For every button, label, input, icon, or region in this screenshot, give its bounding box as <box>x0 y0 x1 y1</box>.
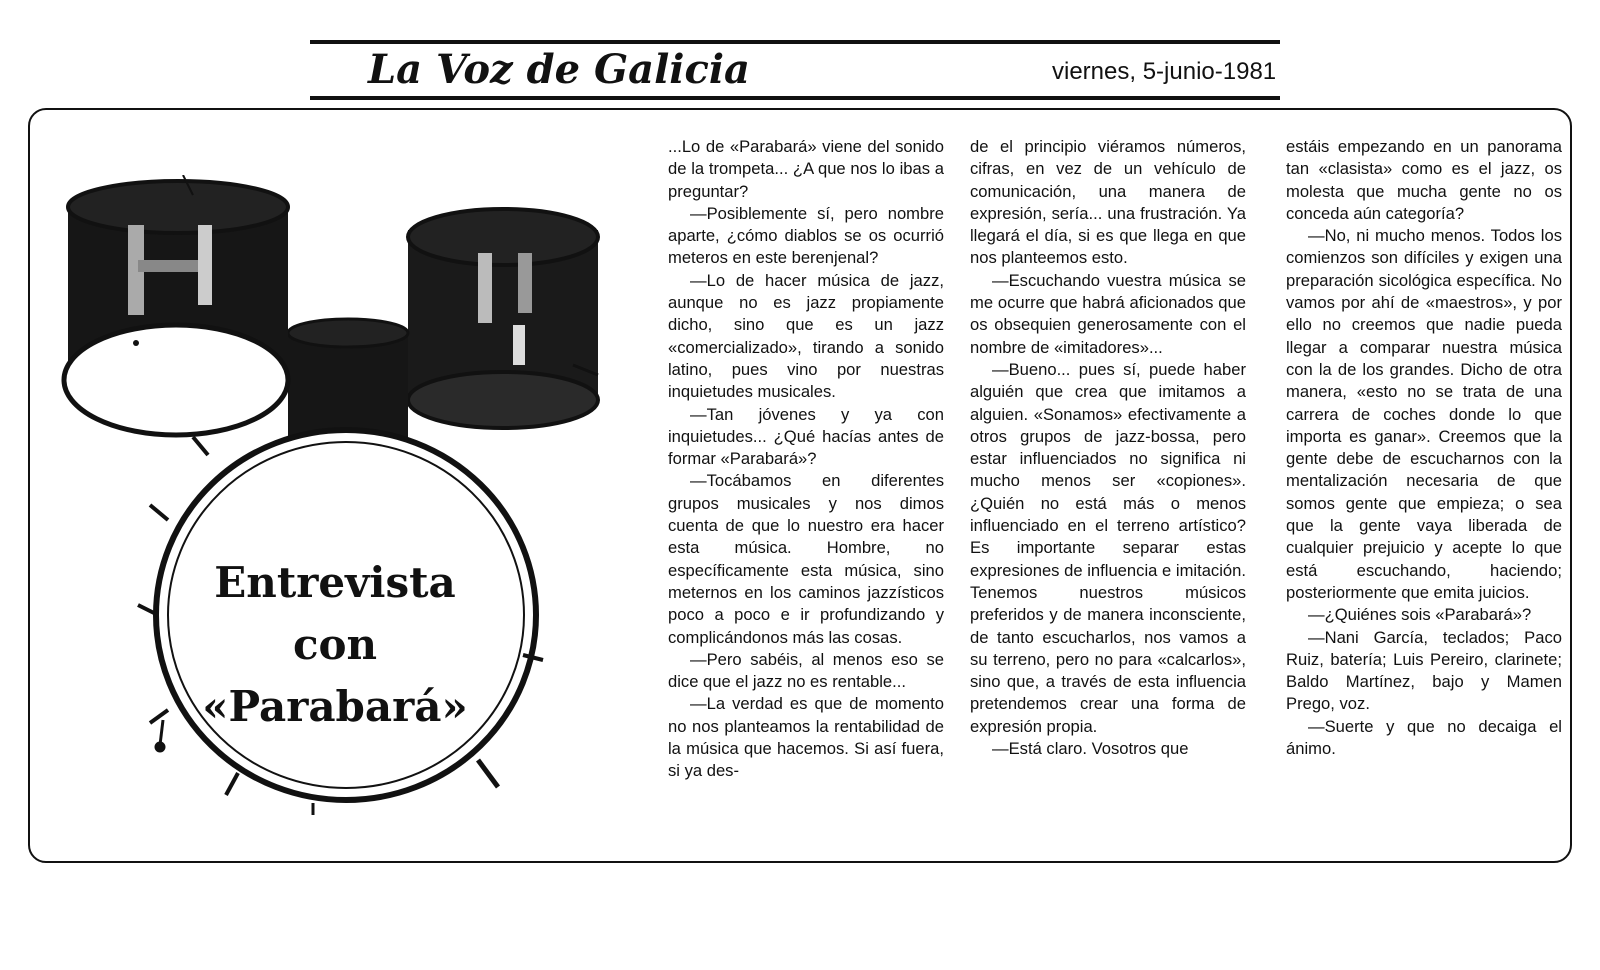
paragraph: —Está claro. Vosotros que <box>992 739 1189 759</box>
paragraph: —Tocábamos en diferentes grupos musicales y nos dimos cuenta de que lo nuestro era hacer esta música. Hombre, no específicamente esta música, sino meternos en los caminos jazzísticos poco a poco e ir profundizando y complicándonos más las cosas. <box>668 471 944 647</box>
paragraph: de el principio viéramos números, cifras, en vez de un vehículo de comunicación, una manera de expresión, sería... una frustración. Ya llegará el día, si es que llega en que nos planteemos esto. <box>970 137 1246 268</box>
tom-right <box>408 209 598 428</box>
paragraph: —Bueno... pues sí, puede haber alguién que crea que imitamos a alguien. «Sonamos» efectivamente a otros grupos de jazz-bossa, pero estar influenciados no significa ni mucho menos ser «copiones». ¿Quién no está más o menos influenciado en el terreno artístico? Es importante separar estas expresiones de influencia e imitación. Tenemos nuestros músicos preferidos y de manera inconsciente, de tanto escucharlos, nos vamos a su terreno, pero no para «calcarlos», sino que, a través de esta influencia pretendemos crear una forma de expresión propia. <box>970 359 1246 736</box>
masthead-rule-top <box>310 40 1280 44</box>
issue-date: viernes, 5-junio-1981 <box>1052 58 1277 85</box>
paragraph: —Escuchando vuestra música se me ocurre que habrá aficionados que os obsequien generosamente con el nombre de «imitadores»... <box>970 270 1246 357</box>
article-headline <box>150 552 520 738</box>
paragraph: ...Lo de «Parabará» viene del sonido de la trompeta... ¿A que nos lo ibas a preguntar? <box>668 137 944 201</box>
tom-left <box>64 181 288 435</box>
headline-line-3: «Parabará» <box>202 682 468 731</box>
headline-line-2: con <box>292 620 378 669</box>
article-column-2 <box>970 136 1246 760</box>
newspaper-title: La Voz de Galicia <box>368 46 750 93</box>
paragraph: —Nani García, teclados; Paco Ruiz, batería; Luis Pereiro, clarinete; Baldo Martínez, bajo y Mamen Prego, voz. <box>1286 627 1562 714</box>
paragraph: —La verdad es que de momento no nos planteamos la rentabilidad de la música que hacemos. Si así fuera, si ya des- <box>668 694 944 781</box>
paragraph: —Lo de hacer música de jazz, aunque no es jazz propiamente dicho, sino que es un jazz «comercializado», tirando a sonido latino, pues vino por nuestras inquietudes musicales. <box>668 270 944 402</box>
article-column-1 <box>668 136 944 783</box>
paragraph: estáis empezando en un panorama tan «clasista» como es el jazz, os molesta que mucha gente no os conceda aún categoría? <box>1286 137 1562 223</box>
paragraph: —Tan jóvenes y ya con inquietudes... ¿Qué hacías antes de formar «Parabará»? <box>668 404 944 469</box>
masthead-rule-bottom <box>310 96 1280 100</box>
paragraph: —No, ni mucho menos. Todos los comienzos son difíciles y exigen una preparación sicológica específica. No vamos por ahí de «maestros», y por ello no creemos que nadie pueda llegar a comparar nuestra música con la de los grandes. Dicho de otra manera, «esto no se trata de una carrera de coches donde lo que importa es ganar». Creemos que la gente debe de escucharnos con la mentalización necesaria de que somos gente que empieza; o sea que la gente vaya liberada de cualquier prejuicio y acepte lo que está escuchando, haciendo; posteriormente que emita juicios. <box>1286 226 1562 602</box>
article-column-3 <box>1286 136 1562 760</box>
paragraph: —Suerte y que no decaiga el ánimo. <box>1286 716 1562 759</box>
paragraph: —Posiblemente sí, pero nombre aparte, ¿cómo diablos se os ocurrió meteros en este berenjenal? <box>668 203 944 268</box>
headline-line-1: Entrevista <box>214 558 456 607</box>
paragraph: —Pero sabéis, al menos eso se dice que el jazz no es rentable... <box>668 649 944 692</box>
paragraph: —¿Quiénes sois «Parabará»? <box>1308 605 1532 625</box>
